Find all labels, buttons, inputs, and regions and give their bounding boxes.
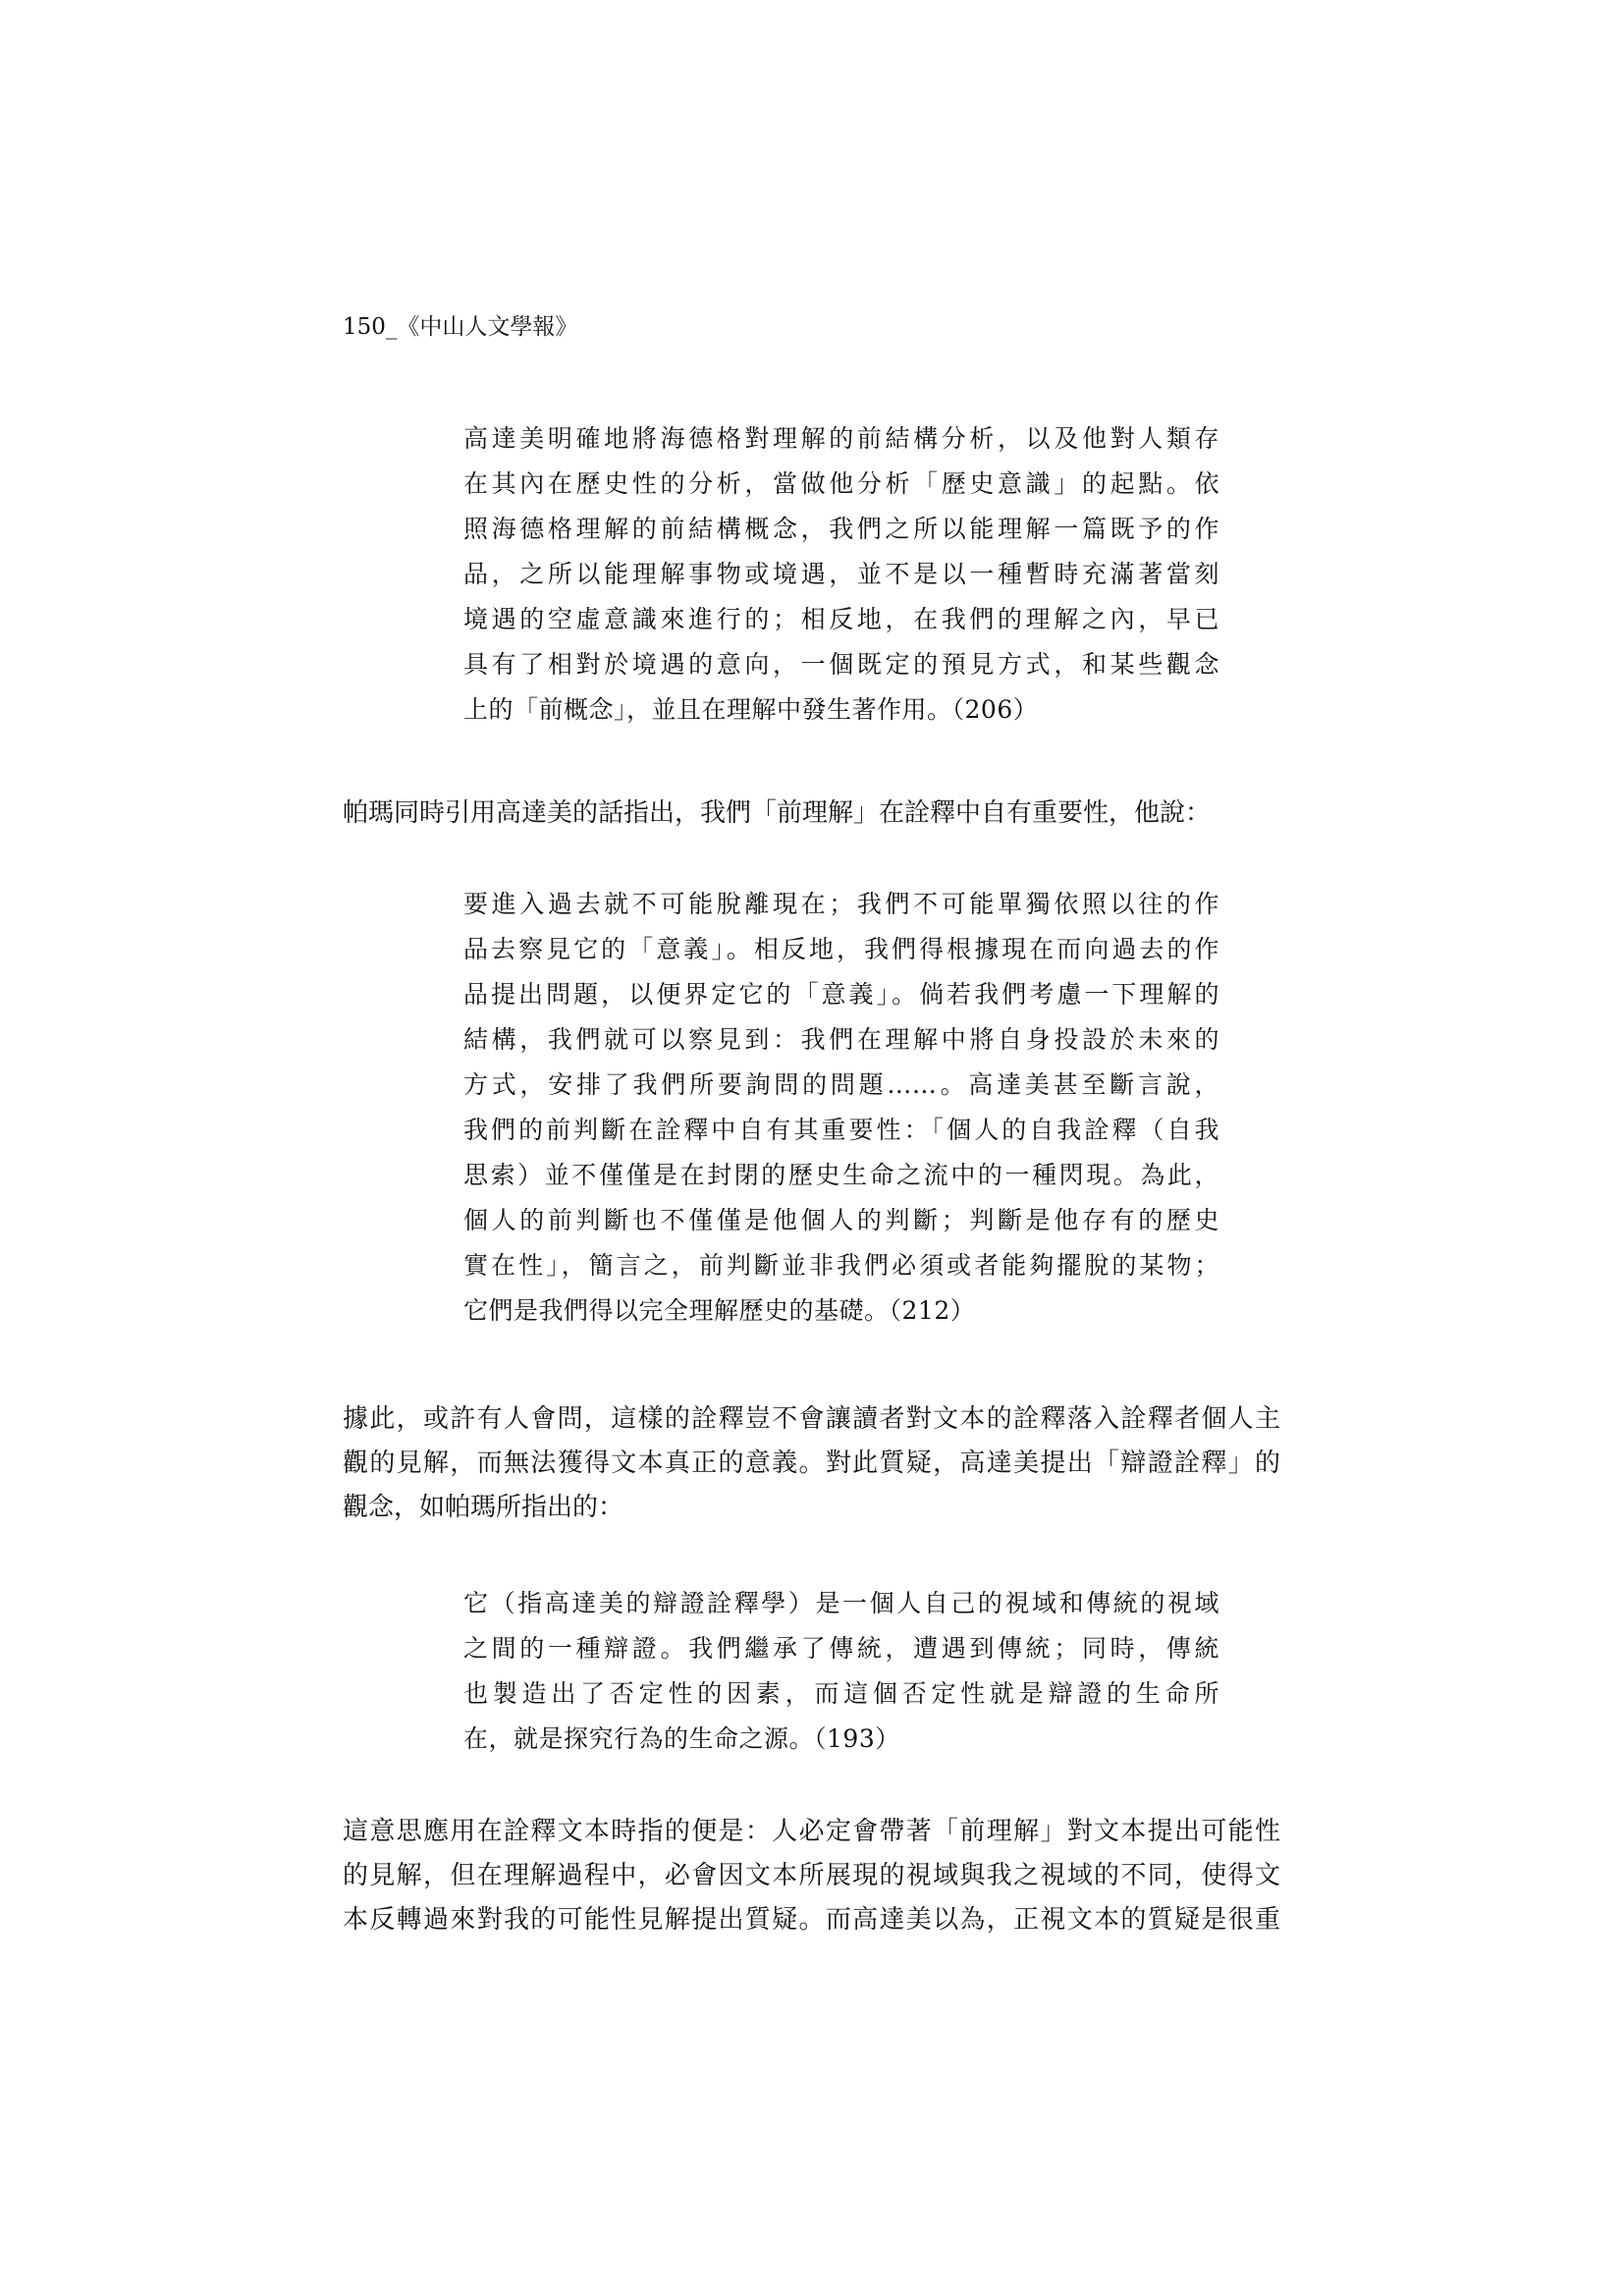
quote-line: 上的「前概念」，並且在理解中發生著作用。（206） (463, 695, 1039, 724)
quote-line: 境遇的空虛意識來進行的；相反地，在我們的理解之內，早已 (463, 605, 1219, 633)
quote-line: 它們是我們得以完全理解歷史的基礎。（212） (463, 1296, 976, 1325)
paragraph-2 (343, 1397, 1280, 1530)
quote-line: 它（指高達美的辯證詮釋學）是一個人自己的視域和傳統的視域 (463, 1589, 1219, 1617)
quote-line: 在其內在歷史性的分析，當做他分析「歷史意識」的起點。依 (463, 469, 1219, 498)
quote-line: 我們的前判斷在詮釋中自有其重要性：「個人的自我詮釋（自我 (463, 1116, 1219, 1144)
paragraph-line: 帕瑪同時引用高達美的話指出，我們「前理解」在詮釋中自有重要性，他說： (343, 798, 1212, 828)
paragraph-line: 的見解，但在理解過程中，必會因文本所展現的視域與我之視域的不同，使得文 (343, 1861, 1280, 1890)
quote-line: 實在性」，簡言之，前判斷並非我們必須或者能夠擺脫的某物； (463, 1251, 1219, 1280)
paragraph-line: 本反轉過來對我的可能性見解提出質疑。而高達美以為，正視文本的質疑是很重 (343, 1905, 1280, 1935)
paragraph-line: 觀念，如帕瑪所指出的： (343, 1493, 624, 1522)
quote-line: 在，就是探究行為的生命之源。（193） (463, 1724, 900, 1753)
quote-line: 方式，安排了我們所要詢問的問題……。高達美甚至斷言說， (463, 1070, 1219, 1099)
quote-line: 品去察見它的「意義」。相反地，我們得根據現在而向過去的作 (463, 935, 1219, 963)
quote-line: 個人的前判斷也不僅僅是他個人的判斷；判斷是他存有的歷史 (463, 1206, 1219, 1234)
quote-line: 要進入過去就不可能脫離現在；我們不可能單獨依照以往的作 (463, 890, 1219, 918)
quote-line: 高達美明確地將海德格對理解的前結構分析，以及他對人類存 (463, 424, 1219, 453)
paragraph-line: 據此，或許有人會問，這樣的詮釋豈不會讓讀者對文本的詮釋落入詮釋者個人主 (343, 1404, 1280, 1434)
paragraph-line: 這意思應用在詮釋文本時指的便是：人必定會帶著「前理解」對文本提出可能性 (343, 1817, 1280, 1846)
quote-line: 品，之所以能理解事物或境遇，並不是以一種暫時充滿著當刻 (463, 560, 1219, 588)
quote-line: 照海德格理解的前結構概念，我們之所以能理解一篇既予的作 (463, 515, 1219, 543)
quote-line: 之間的一種辯證。我們繼承了傳統，遭遇到傳統；同時，傳統 (463, 1634, 1219, 1663)
paragraph-3 (343, 1810, 1280, 1942)
running-head: 150_《中山人文學報》 (343, 314, 578, 340)
block-quote-1 (463, 416, 1219, 733)
quote-line: 也製造出了否定性的因素，而這個否定性就是辯證的生命所 (463, 1679, 1219, 1708)
block-quote-2 (463, 882, 1219, 1334)
quote-line: 品提出問題，以便界定它的「意義」。倘若我們考慮一下理解的 (463, 980, 1219, 1009)
block-quote-3 (463, 1581, 1219, 1762)
quote-line: 具有了相對於境遇的意向，一個既定的預見方式，和某些觀念 (463, 650, 1219, 679)
paragraph-1 (343, 792, 1280, 836)
quote-line: 結構，我們就可以察見到：我們在理解中將自身投設於未來的 (463, 1025, 1219, 1054)
quote-line: 思索）並不僅僅是在封閉的歷史生命之流中的一種閃現。為此， (463, 1161, 1219, 1189)
paragraph-line: 觀的見解，而無法獲得文本真正的意義。對此質疑，高達美提出「辯證詮釋」的 (343, 1449, 1280, 1478)
